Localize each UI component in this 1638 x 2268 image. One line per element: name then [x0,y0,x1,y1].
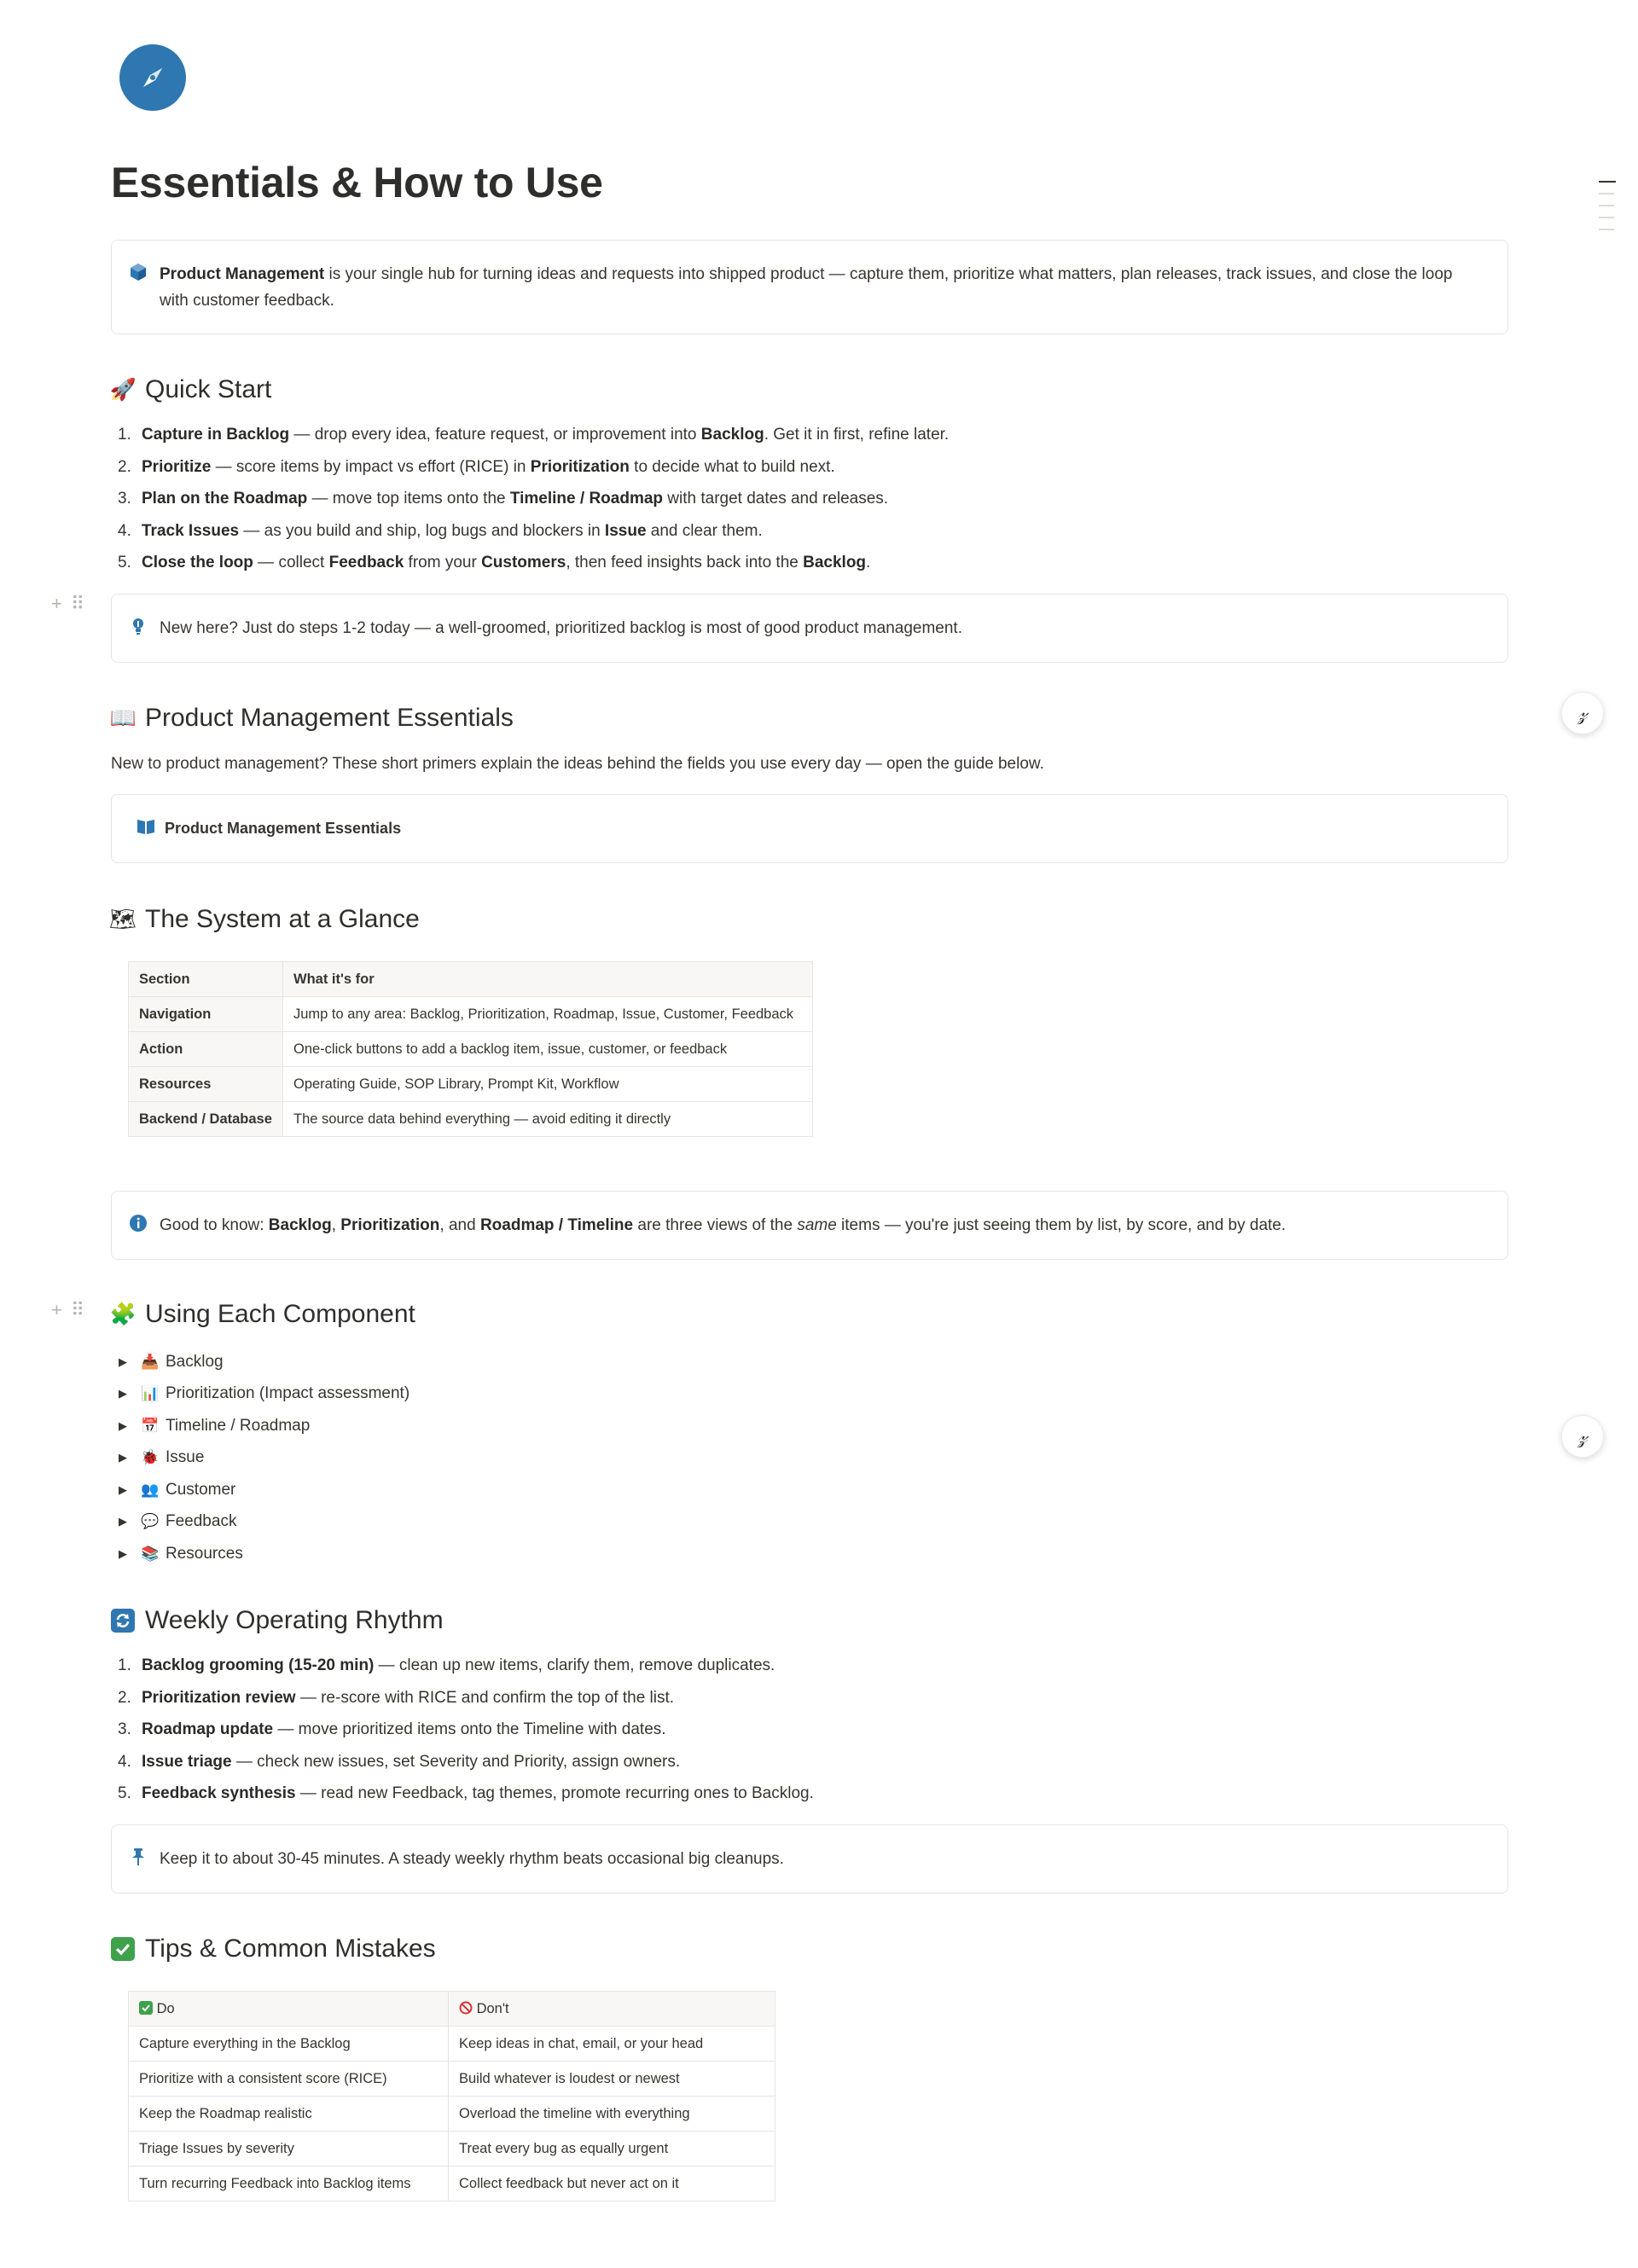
cube-icon [129,263,148,281]
text-run: — drop every idea, feature request, or improvement into [289,426,701,444]
text-run: — re-score with RICE and confirm the top of the list. [295,1688,675,1707]
text-run: Track Issues [142,521,240,540]
text-run: Backlog grooming (15-20 min) [142,1656,375,1674]
text-run: . Get it in first, refine later. [764,426,950,444]
people-icon: 👥 [141,1481,160,1498]
glance-heading: 🗺 The System at a Glance [109,905,420,933]
list-number: 1. [118,1656,131,1674]
toc-marker[interactable] [1599,229,1614,230]
quick-start-list [111,424,949,584]
text-run: items — you're just seeing them by list, by score, and by date. [836,1216,1287,1234]
list-number: 3. [118,1720,131,1738]
tip-text: New here? Just do steps 1-2 today — a well-groomed, prioritized backlog is most of good product management. [160,619,962,637]
toggle-item-resources[interactable] [111,1538,410,1570]
list-item [111,1751,814,1784]
toggle-item-issue[interactable] [111,1442,410,1475]
list-item-text [142,1655,775,1687]
tips-heading: Tips & Common Mistakes [111,1932,436,1966]
list-item-text [142,1687,674,1720]
quick-start-heading: 🚀 Quick Start [109,375,272,403]
text-run: from your [404,554,482,571]
toggle-arrow-icon[interactable]: ▶ [119,1482,127,1496]
table-header-row [129,1992,775,2027]
list-item [111,1719,814,1751]
toggle-arrow-icon[interactable]: ▶ [119,1546,127,1560]
column-header: What it's for [283,962,813,997]
column-header: Don't [449,1992,775,2027]
table-row [129,2062,775,2097]
text-run: Plan on the Roadmap [142,490,308,508]
block-handle[interactable] [51,1299,84,1321]
essentials-heading: 📖 Product Management Essentials [109,704,514,732]
table-row [129,1102,813,1137]
page-title: Essentials & How to Use [111,159,603,206]
intro-callout [111,240,1508,334]
text-run: , then feed insights back into the [566,554,804,571]
compass-icon[interactable] [119,44,186,111]
components-toggle-list [111,1346,410,1570]
table-cell: Keep the Roadmap realistic [129,2097,449,2132]
list-number: 1. [118,426,131,444]
list-number: 2. [118,1688,131,1707]
list-number: 3. [118,490,131,508]
bug-icon: 🐞 [141,1449,160,1466]
text-run: Close the loop [142,554,253,571]
text-run: Feedback synthesis [142,1784,296,1802]
table-cell: Action [129,1032,283,1067]
toggle-label[interactable]: Timeline / Roadmap [166,1416,311,1435]
toc-marker[interactable] [1599,205,1614,206]
text-run: Backlog [700,426,764,444]
table-cell: Backend / Database [129,1102,283,1137]
text-run: and clear them. [646,521,763,540]
text-run: — check new issues, set Severity and Priority, assign owners. [231,1752,681,1771]
info-icon [129,1214,148,1233]
text-run: Prioritize [142,457,212,476]
book-icon [136,817,154,836]
rhythm-heading: Weekly Operating Rhythm [111,1604,444,1638]
text-run: Backlog [268,1216,332,1234]
add-block-icon[interactable]: + [51,1299,62,1320]
text-run: Backlog [803,554,867,571]
calendar-icon: 📅 [141,1417,160,1434]
table-row [129,2027,775,2062]
check-mark-icon [139,2001,153,2016]
list-item [111,424,949,456]
table-row [129,1067,813,1102]
text-run: — move prioritized items onto the Timeline with dates. [273,1720,666,1738]
list-item [111,520,949,553]
world-map-icon: 🗺 [109,907,136,931]
table-cell: Turn recurring Feedback into Backlog items [129,2166,449,2201]
table-cell: Collect feedback but never act on it [449,2166,775,2201]
text-run: same [797,1216,837,1234]
text-run: Good to know: [160,1216,269,1234]
text-run: — clean up new items, clarify them, remove duplicates. [374,1656,775,1674]
list-item-text [142,488,888,520]
open-book-icon: 📖 [109,705,136,730]
toggle-arrow-icon[interactable]: ▶ [119,1418,127,1432]
text-run: Issue [604,521,647,540]
list-item-text [142,520,763,553]
table-row [129,2097,775,2132]
list-item [111,1783,814,1815]
text-run: — read new Feedback, tag themes, promote recurring ones to Backlog. [295,1784,814,1802]
outline-toc[interactable] [1599,181,1616,241]
table-cell: Keep ideas in chat, email, or your head [449,2027,775,2062]
table-cell: Prioritize with a consistent score (RICE) [129,2062,449,2097]
toggle-label[interactable]: Issue [166,1448,205,1467]
table-cell: Navigation [129,997,283,1032]
table-header-row [129,962,813,997]
list-number: 4. [118,521,131,540]
table-cell: Triage Issues by severity [129,2132,449,2166]
ai-assistant-button[interactable]: 𝓏 [1561,692,1604,734]
toggle-arrow-icon[interactable]: ▶ [119,1387,127,1401]
text-run: . [866,554,871,571]
lightbulb-icon [129,617,148,635]
table-cell: Resources [129,1067,283,1102]
prohibited-icon [459,2001,473,2016]
add-block-icon[interactable]: + [51,593,62,614]
text-run: Prioritization [340,1216,440,1234]
text-run: Prioritization [530,457,630,476]
toggle-item-feedback[interactable] [111,1506,410,1539]
puzzle-piece-icon: 🧩 [109,1302,136,1326]
text-run: — score items by impact vs effort (RICE) in [211,457,531,476]
list-item-text [142,456,835,489]
list-number: 4. [118,1752,131,1771]
text-run: — collect [253,554,329,571]
list-number: 2. [118,457,131,476]
toggle-label[interactable]: Feedback [166,1512,237,1531]
rhythm-list [111,1655,814,1815]
block-handle[interactable] [51,593,84,615]
list-item [111,488,949,520]
list-item-text [142,552,870,584]
text-run: , and [439,1216,480,1234]
column-header: Section [129,962,283,997]
table-row [129,997,813,1032]
list-item-text [142,424,949,456]
table-row [129,2166,775,2201]
table-cell: One-click buttons to add a backlog item, issue, customer, or feedback [283,1032,813,1067]
toc-marker[interactable] [1599,193,1614,194]
table-cell: The source data behind everything — avoid editing it directly [283,1102,813,1137]
column-header: Do [129,1992,449,2027]
intro-text: Product Management is your single hub for turning ideas and requests into shipped product — capture them, prioritize what matters, plan releases, track issues, and close the loop with customer feedback. [160,265,1453,310]
ai-assistant-button[interactable]: 𝓏 [1561,1415,1604,1458]
text-run: — as you build and ship, log bugs and blockers in [239,521,605,540]
toggle-label[interactable]: Backlog [166,1352,224,1371]
tips-table [128,1991,775,2201]
text-run: with target dates and releases. [663,490,889,508]
text-run: Timeline / Roadmap [509,490,664,508]
table-cell: Jump to any area: Backlog, Prioritization, Roadmap, Issue, Customer, Feedback [283,997,813,1032]
list-number: 5. [118,1784,131,1802]
speech-bubble-icon: 💬 [141,1513,160,1530]
toggle-arrow-icon[interactable]: ▶ [119,1515,127,1528]
check-mark-icon [111,1937,135,1961]
table-cell: Treat every bug as equally urgent [449,2132,775,2166]
table-cell: Overload the timeline with everything [449,2097,775,2132]
toggle-item-timeline[interactable] [111,1410,410,1442]
toggle-item-prioritization[interactable] [111,1378,410,1411]
list-item [111,1655,814,1687]
text-run: — move top items onto the [307,490,510,508]
toggle-arrow-icon[interactable]: ▶ [119,1354,127,1368]
table-row [129,1032,813,1067]
text-run: Issue triage [142,1752,232,1771]
list-number: 5. [118,554,131,571]
text-run: Feedback [328,554,404,571]
list-item-text [142,1751,680,1784]
table-cell: Operating Guide, SOP Library, Prompt Kit, Workflow [283,1067,813,1102]
toggle-label[interactable]: Resources [166,1544,243,1563]
drag-handle-icon[interactable]: ⠿ [70,1299,84,1320]
inbox-tray-icon: 📥 [141,1353,160,1370]
glance-table [128,961,813,1137]
toggle-item-customer[interactable] [111,1474,410,1506]
good-to-know-callout [111,1191,1508,1260]
text-run: Customers [481,554,566,571]
books-icon: 📚 [141,1545,160,1562]
pushpin-icon [129,1847,148,1866]
table-row [129,2132,775,2166]
components-heading: 🧩 Using Each Component [109,1300,415,1328]
cycle-arrows-icon [111,1609,135,1633]
good-to-know-text [160,1216,1286,1234]
text-run: are three views of the [633,1216,798,1234]
toggle-label[interactable]: Prioritization (Impact assessment) [166,1384,410,1403]
table-cell: Build whatever is loudest or newest [449,2062,775,2097]
bar-chart-icon: 📊 [141,1385,160,1402]
text-run: Prioritization review [142,1688,296,1707]
table-cell: Capture everything in the Backlog [129,2027,449,2062]
toc-marker-active[interactable] [1599,181,1616,183]
list-item-text [142,1719,666,1751]
rhythm-note: Keep it to about 30-45 minutes. A steady weekly rhythm beats occasional big cleanups. [160,1850,784,1868]
rhythm-callout [111,1824,1508,1894]
toggle-label[interactable]: Customer [166,1480,236,1499]
toggle-item-backlog[interactable] [111,1346,410,1378]
list-item [111,552,949,584]
text-run: Capture in Backlog [142,426,290,444]
list-item [111,456,949,489]
list-item-text [142,1783,814,1815]
text-run: to decide what to build next. [629,457,835,476]
text-run: Roadmap / Timeline [479,1216,634,1234]
toc-marker[interactable] [1599,217,1614,218]
list-item [111,1687,814,1720]
essentials-link-label[interactable]: Product Management Essentials [165,820,402,837]
essentials-link-block[interactable] [111,794,1508,863]
text-run: , [331,1216,341,1234]
drag-handle-icon[interactable]: ⠿ [70,593,84,614]
toggle-arrow-icon[interactable]: ▶ [119,1451,127,1465]
essentials-description: New to product management? These short primers explain the ideas behind the fields you use every day — open the guide below. [111,755,1044,773]
text-run: Roadmap update [142,1720,274,1738]
tip-callout [111,594,1508,663]
rocket-icon: 🚀 [109,377,136,402]
